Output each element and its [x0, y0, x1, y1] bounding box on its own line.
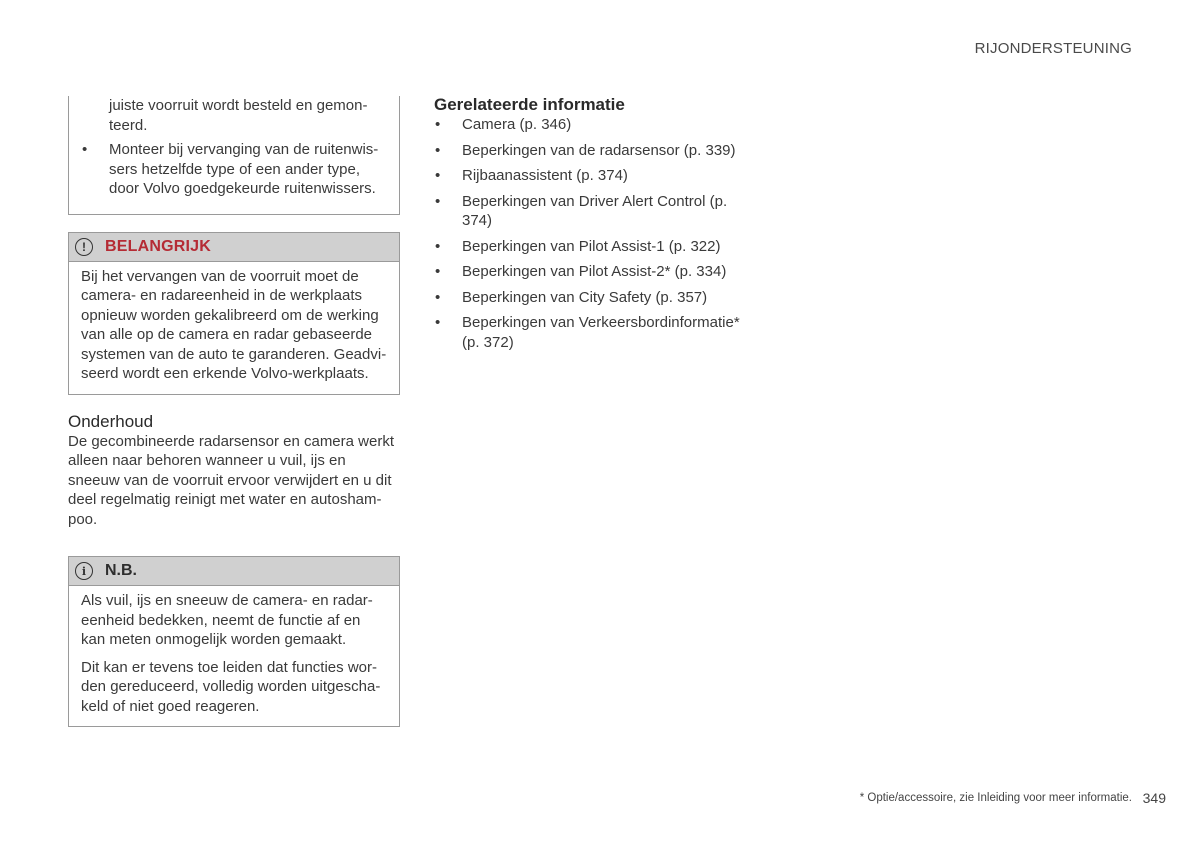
continued-bullet-list: [81, 96, 387, 199]
section-header: RIJONDERSTEUNING: [974, 40, 1132, 57]
warning-box: [68, 232, 400, 395]
bullet-icon: •: [435, 263, 441, 280]
related-link-text[interactable]: Rijbaanassistent (p. 374): [462, 167, 628, 184]
page-number: 349: [1142, 790, 1166, 806]
note-box-body: [69, 586, 399, 726]
footnote: * Optie/accessoire, zie Inleiding voor meer informatie.: [859, 792, 1132, 804]
list-item: [81, 140, 387, 199]
note-title: N.B.: [105, 562, 137, 579]
related-link-text[interactable]: Beperkingen van Pilot Assist-1 (p. 322): [462, 237, 721, 255]
related-link-item[interactable]: [434, 262, 754, 282]
related-link-item[interactable]: [434, 313, 754, 352]
list-item-text: juiste voorruit wordt besteld en gemon-teerd.: [109, 97, 368, 134]
related-link-text[interactable]: Beperkingen van City Safety (p. 357): [462, 288, 708, 306]
maintenance-heading: Onderhoud: [68, 411, 154, 431]
bullet-icon: •: [435, 167, 441, 184]
note-box: [68, 556, 400, 727]
list-item-text: Monteer bij vervanging van de ruitenwis-sers hetzelfde type of een ander type, door Volvo goedgekeurde ruitenwissers.: [109, 141, 379, 197]
maintenance-text: De gecombineerde radarsensor en camera werkt alleen naar behoren wanneer u vuil, ijs en sneeuw van de voorruit ervoor verwijdert en u dit deel regelmatig reinigt met water en autosham-poo.: [68, 432, 394, 528]
warning-text: Bij het vervangen van de voorruit moet de camera- en radareenheid in de werkplaats opnieuw worden gekalibreerd om de werking van alle op de camera en radar gebaseerde systemen van de auto te garanderen. Geadvi-seerd wordt een erkende Volvo-werkplaats.: [81, 267, 387, 382]
related-link-item[interactable]: [434, 141, 754, 161]
bullet-icon: •: [435, 237, 441, 255]
warning-box-header: [69, 233, 399, 262]
bullet-icon: •: [435, 141, 441, 159]
bullet-icon: •: [435, 192, 441, 210]
related-info-list: [434, 115, 754, 352]
related-link-item[interactable]: [434, 237, 754, 257]
note-paragraph: Dit kan er tevens toe leiden dat functies wor-den gereduceerd, volledig worden uitgescha-keld of niet goed reageren.: [81, 658, 381, 715]
bullet-icon: •: [435, 314, 441, 331]
right-column: [434, 95, 754, 358]
note-box-header: [69, 557, 399, 586]
related-link-item[interactable]: [434, 115, 754, 135]
related-link-text[interactable]: Beperkingen van de radarsensor (p. 339): [462, 141, 736, 159]
exclamation-circle-icon: !: [75, 238, 93, 256]
related-link-item[interactable]: [434, 288, 754, 308]
related-link-item[interactable]: [434, 166, 754, 186]
related-link-item[interactable]: [434, 192, 754, 231]
related-link-text[interactable]: Camera (p. 346): [462, 116, 572, 133]
related-link-text[interactable]: Beperkingen van Pilot Assist-2* (p. 334): [462, 263, 727, 280]
related-link-text[interactable]: Beperkingen van Verkeersbordinformatie* (p. 372): [462, 314, 740, 351]
info-circle-icon: i: [75, 562, 93, 580]
warning-title: BELANGRIJK: [105, 237, 212, 255]
continued-list-box: [68, 96, 400, 215]
warning-box-body: [69, 262, 399, 394]
bullet-icon: •: [82, 141, 88, 158]
related-link-text[interactable]: Beperkingen van Driver Alert Control (p. 374): [462, 192, 728, 229]
list-item: [81, 96, 387, 135]
bullet-icon: •: [435, 116, 441, 133]
left-column: [68, 96, 400, 727]
bullet-icon: •: [435, 288, 441, 306]
related-info-heading: Gerelateerde informatie: [434, 95, 625, 114]
note-paragraph: Als vuil, ijs en sneeuw de camera- en radar-eenheid bedekken, neemt de functie af en kan meten onmogelijk worden gemaakt.: [81, 592, 373, 648]
